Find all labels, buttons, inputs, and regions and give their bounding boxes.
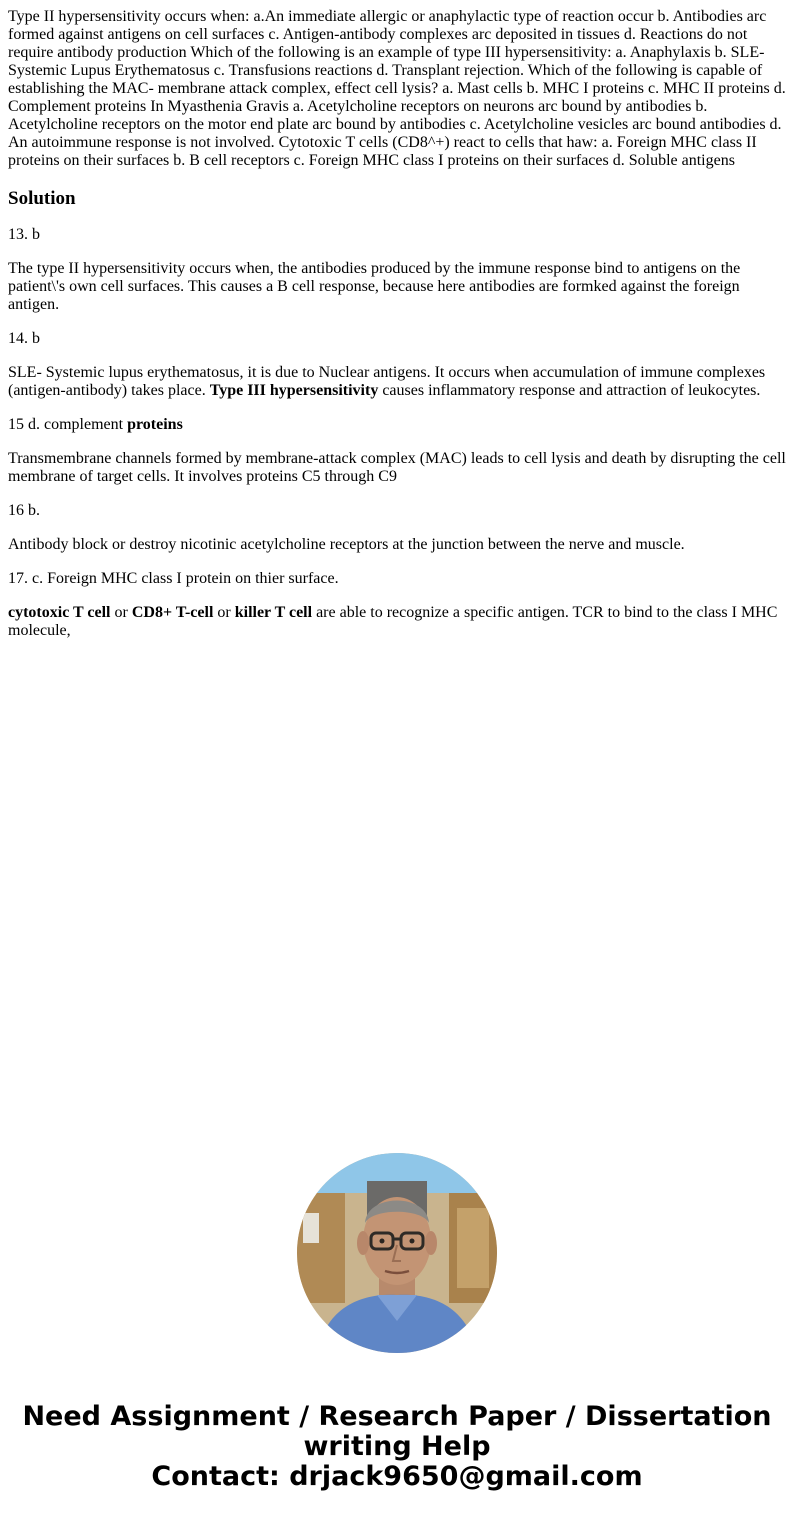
promo-line-2: writing Help xyxy=(303,1431,491,1462)
explanation-17-text: are able to recognize a specific antigen. TCR to bind to the class I MHC molecule, xyxy=(8,604,778,639)
explanation-14-text: SLE- Systemic lupus erythematosus, it is due to Nuclear antigens. It occurs when accumulation of immune complexes (antigen-antibody) takes place. xyxy=(8,364,766,399)
question-text: Type II hypersensitivity occurs when: a.An immediate allergic or anaphylactic type of reaction occur b. Antibodies arc formed against antigens on cell surfaces c. Antigen-antibody complexes arc deposited in tissues d. Reactions do not require antibody production Which of the following is an example of type III hypersensitivity: a. Anaphylaxis b. SLE-Systemic Lupus Erythematosus c. Transfusions reactions d. Transplant rejection. Which of the following is capable of establishing the MAC- membrane attack complex, effect cell lysis? a. Mast cells b. MHC I proteins c. MHC II proteins d. Complement proteins In Myasthenia Gravis a. Acetylcholine receptors on neurons arc bound by antibodies b. Acetylcholine receptors on the motor end plate arc bound by antibodies c. Acetylcholine vesicles arc bound antibodies d. An autoimmune response is not involved. Cytotoxic T cells (CD8^+) react to cells that haw: a. Foreign MHC class II proteins on their surfaces b. B cell receptors c. Foreign MHC class I proteins on their surfaces d. Soluble antigens xyxy=(8,8,786,169)
answer-14: 14. b xyxy=(8,330,40,347)
answer-16: 16 b. xyxy=(8,502,40,519)
promo-banner xyxy=(0,1402,794,1492)
answer-15-bold: proteins xyxy=(127,416,183,433)
document-body xyxy=(8,8,788,656)
explanation-15: Transmembrane channels formed by membrane-attack complex (MAC) leads to cell lysis and death by disrupting the cell membrane of target cells. It involves proteins C5 through C9 xyxy=(8,450,786,485)
explanation-14-bold: Type III hypersensitivity xyxy=(209,382,379,399)
explanation-17 xyxy=(8,604,788,640)
term-cytotoxic-t-cell: cytotoxic T cell xyxy=(8,604,111,621)
answer-13: 13. b xyxy=(8,226,40,243)
term-cd8-t-cell: CD8+ T-cell xyxy=(131,604,214,621)
explanation-14-text-end: causes inflammatory response and attraction of leukocytes. xyxy=(378,382,761,399)
explanation-17-or-1: or xyxy=(110,604,132,621)
promo-line-1: Need Assignment / Research Paper / Dissertation xyxy=(22,1401,772,1432)
explanation-14 xyxy=(8,364,788,400)
answer-15-text: 15 d. complement xyxy=(8,416,128,433)
answer-15 xyxy=(8,416,788,434)
promo-contact: Contact: drjack9650@gmail.com xyxy=(151,1461,643,1492)
explanation-16: Antibody block or destroy nicotinic acetylcholine receptors at the junction between the nerve and muscle. xyxy=(8,536,685,553)
author-portrait-icon xyxy=(297,1153,497,1353)
term-killer-t-cell: killer T cell xyxy=(234,604,313,621)
explanation-13: The type II hypersensitivity occurs when, the antibodies produced by the immune response bind to antigens on the patient\'s own cell surfaces. This causes a B cell response, because here antibodies are formked against the foreign antigen. xyxy=(8,260,741,313)
answer-17: 17. c. Foreign MHC class I protein on thier surface. xyxy=(8,570,339,587)
author-avatar xyxy=(297,1153,497,1353)
solution-heading: Solution xyxy=(8,188,76,209)
explanation-17-or-2: or xyxy=(213,604,235,621)
